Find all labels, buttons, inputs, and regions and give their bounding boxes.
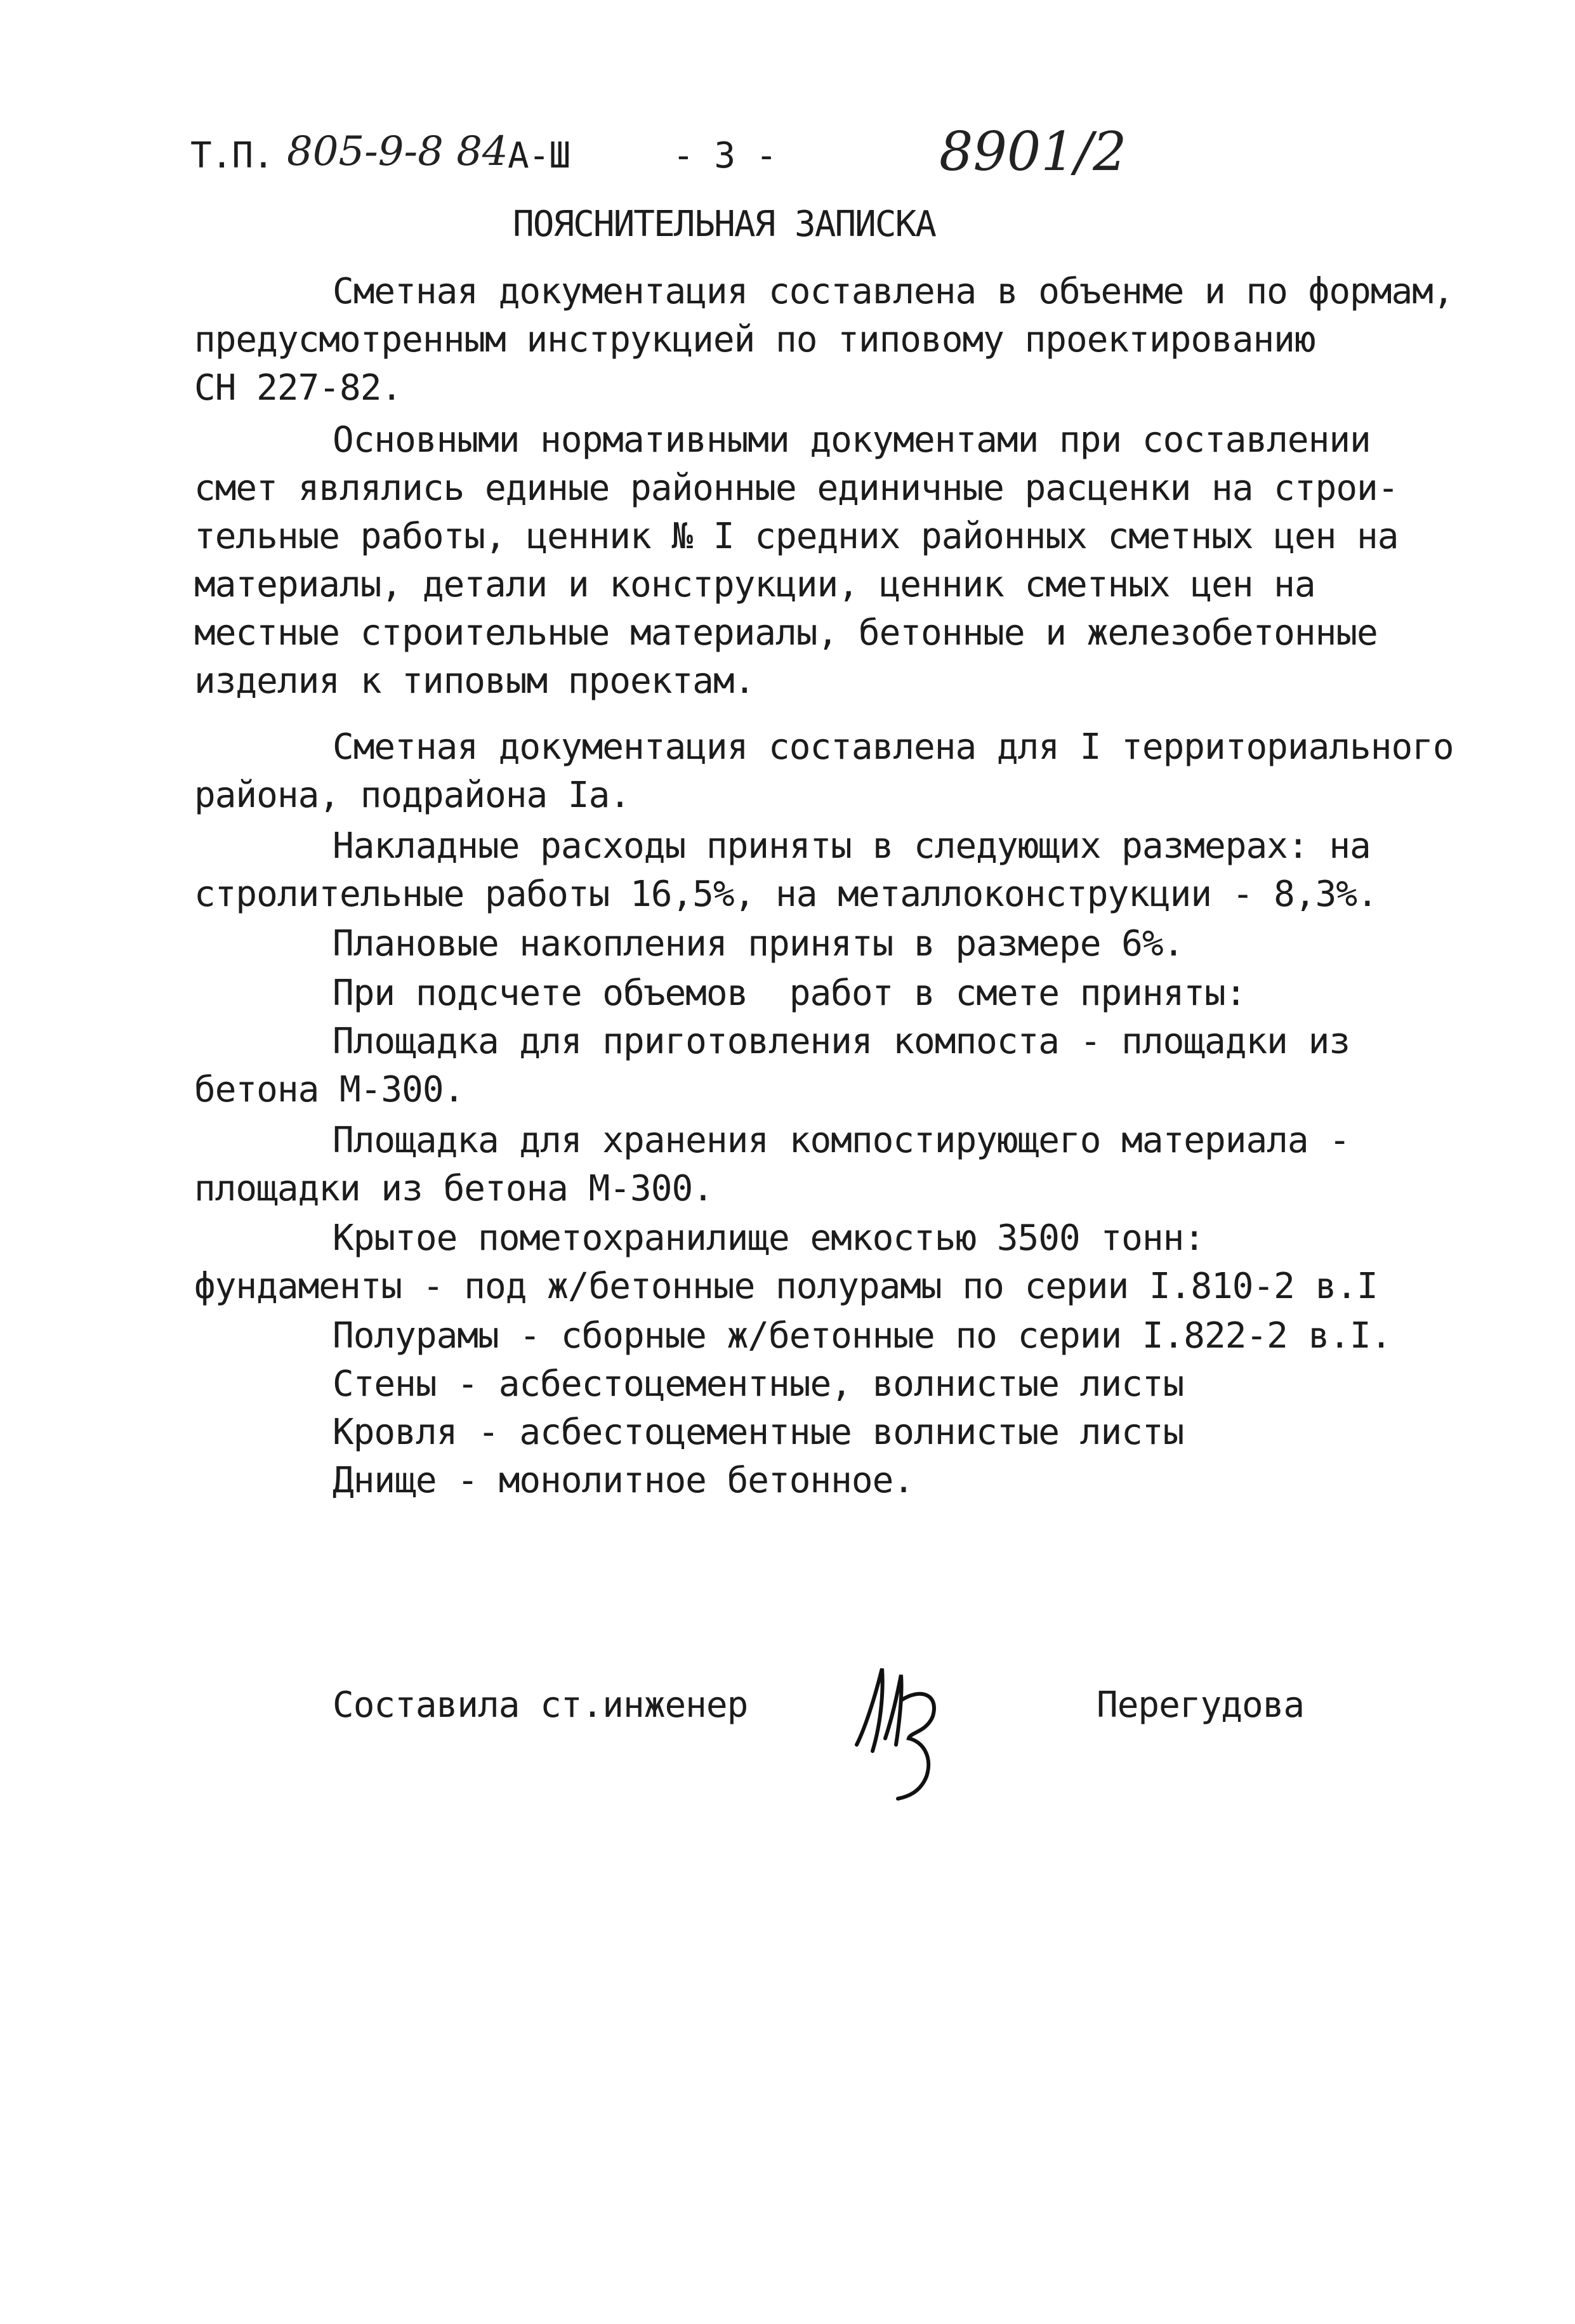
p11-line-1: Стены - асбестоцементные, волнистые листы [333, 1363, 1184, 1405]
p2-line-6: изделия к типовым проектам. [194, 660, 755, 702]
page-number: - 3 - [673, 135, 777, 176]
handwritten-signature [838, 1650, 965, 1802]
p8-line-2: площадки из бетона М-300. [194, 1168, 713, 1209]
p6-line-1: При подсчете объемов работ в смете приняты: [333, 973, 1246, 1014]
doc-number-handwritten: 805-9-8 84 [287, 128, 508, 175]
p4-line-1: Накладные расходы приняты в следующих размерах: на [333, 825, 1371, 867]
p1-line-3: СН 227-82. [194, 367, 402, 409]
p2-line-4: материалы, детали и конструкции, ценник сметных цен на [194, 564, 1315, 605]
p2-line-5: местные строительные материалы, бетонные и железобетонные [194, 612, 1378, 653]
p12-line-1: Кровля - асбестоцементные волнистые листы [333, 1412, 1184, 1453]
p1-line-1: Сметная документация составлена в объенме и по формам, [333, 271, 1454, 312]
p13-line-1: Днище - монолитное бетонное. [333, 1460, 914, 1501]
archive-number-handwritten: 8901/2 [939, 121, 1127, 183]
p8-line-1: Площадка для хранения компостирующего материала - [333, 1120, 1350, 1161]
p10-line-1: Полурамы - сборные ж/бетонные по серии I.822-2 в.I. [333, 1315, 1392, 1356]
page-title: ПОЯСНИТЕЛЬНАЯ ЗАПИСКА [513, 204, 936, 245]
composed-by-label: Составила ст.инженер [333, 1684, 748, 1726]
signature-name: Перегудова [1097, 1684, 1305, 1726]
p2-line-2: смет являлись единые районные единичные расценки на строи- [194, 468, 1399, 509]
p2-line-1: Основными нормативными документами при составлении [333, 419, 1371, 461]
doc-prefix: Т.П. [190, 135, 273, 176]
doc-suffix: А-Ш [508, 135, 570, 176]
p5-line-1: Плановые накопления приняты в размере 6%. [333, 923, 1184, 964]
p4-line-2: стролительные работы 16,5%, на металлоконструкции - 8,3%. [194, 874, 1378, 915]
p3-line-2: района, подрайона Iа. [194, 775, 631, 816]
p7-line-1: Площадка для приготовления компоста - площадки из [333, 1021, 1350, 1062]
p7-line-2: бетона М-300. [194, 1069, 465, 1110]
p3-line-1: Сметная документация составлена для I территориального [333, 726, 1454, 768]
p9-line-1: Крытое пометохранилище емкостью 3500 тонн: [333, 1218, 1205, 1259]
p2-line-3: тельные работы, ценник № I средних районных сметных цен на [194, 516, 1399, 557]
p1-line-2: предусмотренным инструкцией по типовому проектированию [194, 319, 1315, 360]
p9-line-2: фундаменты - под ж/бетонные полурамы по серии I.810-2 в.I [194, 1266, 1378, 1307]
